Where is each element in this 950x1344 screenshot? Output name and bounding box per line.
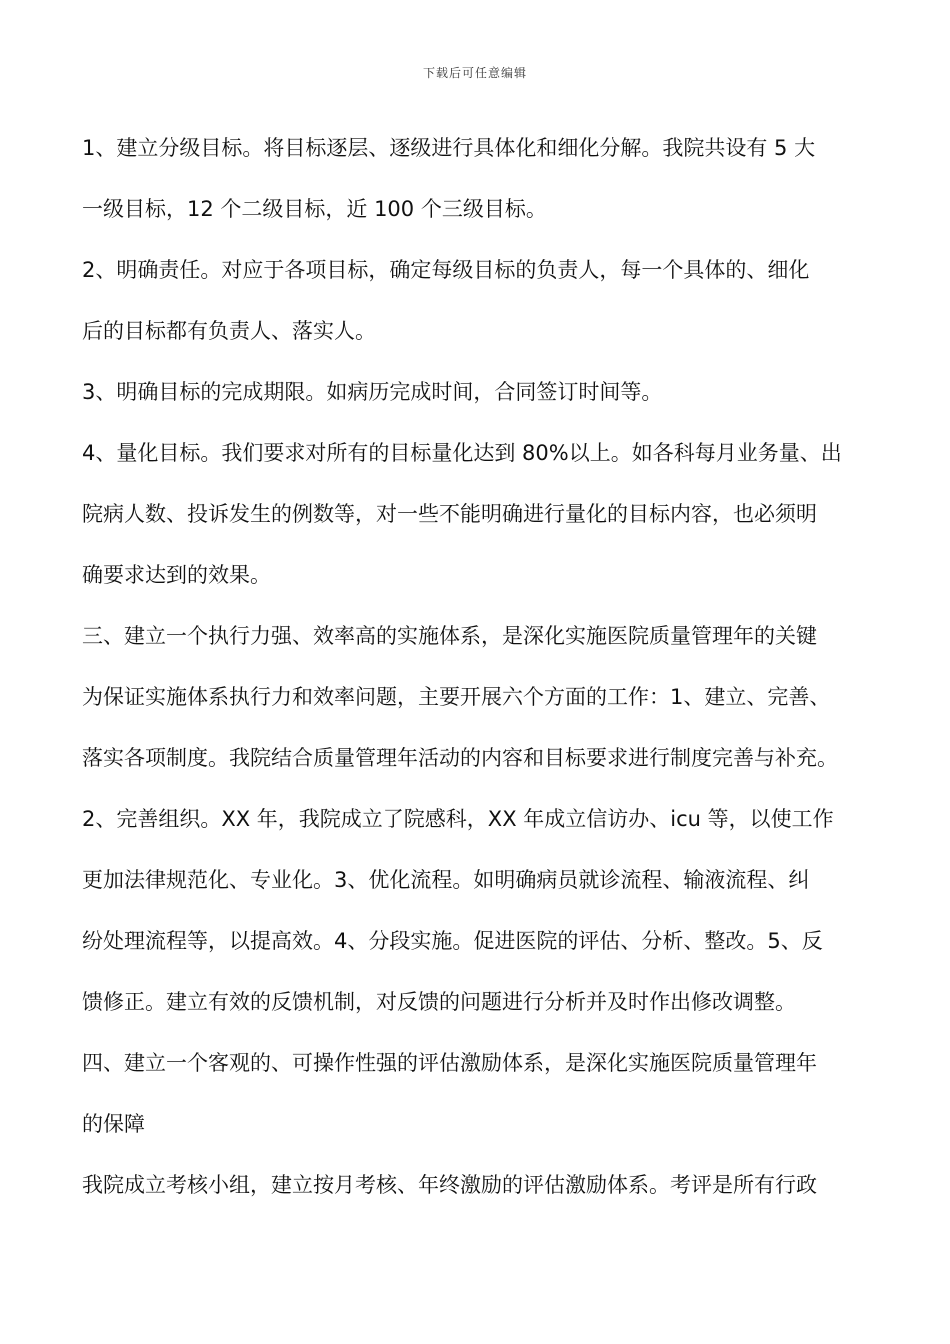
- text-line: 为保证实施体系执行力和效率问题，主要开展六个方面的工作：1、建立、完善、: [82, 685, 831, 709]
- text-line: 院病人数、投诉发生的例数等，对一些不能明确进行量化的目标内容，也必须明: [82, 502, 817, 526]
- text-line: 更加法律规范化、专业化。3、优化流程。如明确病员就诊流程、输液流程、纠: [82, 868, 810, 892]
- section-heading: 三、建立一个执行力强、效率高的实施体系，是深化实施医院质量管理年的关键: [82, 624, 817, 648]
- text-line: 我院成立考核小组，建立按月考核、年终激励的评估激励体系。考评是所有行政: [82, 1173, 817, 1197]
- section-heading: 的保障: [82, 1112, 145, 1136]
- text-line: 一级目标，12 个二级目标，近 100 个三级目标。: [82, 197, 547, 221]
- text-line: 确要求达到的效果。: [82, 563, 271, 587]
- text-line: 落实各项制度。我院结合质量管理年活动的内容和目标要求进行制度完善与补充。: [82, 746, 838, 770]
- section-heading: 四、建立一个客观的、可操作性强的评估激励体系，是深化实施医院质量管理年: [82, 1051, 817, 1075]
- text-line: 馈修正。建立有效的反馈机制，对反馈的问题进行分析并及时作出修改调整。: [82, 990, 796, 1014]
- text-line: 1、建立分级目标。将目标逐层、逐级进行具体化和细化分解。我院共设有 5 大: [82, 136, 816, 160]
- text-line: 2、完善组织。XX 年，我院成立了院感科，XX 年成立信访办、icu 等，以使工作: [82, 807, 834, 831]
- text-line: 3、明确目标的完成期限。如病历完成时间，合同签订时间等。: [82, 380, 663, 404]
- text-line: 4、量化目标。我们要求对所有的目标量化达到 80%以上。如各科每月业务量、出: [82, 441, 842, 465]
- text-line: 纷处理流程等，以提高效。4、分段实施。促进医院的评估、分析、整改。5、反: [82, 929, 823, 953]
- document-body: [82, 118, 882, 1216]
- text-line: 后的目标都有负责人、落实人。: [82, 319, 376, 343]
- text-line: 2、明确责任。对应于各项目标，确定每级目标的负责人，每一个具体的、细化: [82, 258, 810, 282]
- page-header: 下载后可任意编辑: [422, 66, 527, 80]
